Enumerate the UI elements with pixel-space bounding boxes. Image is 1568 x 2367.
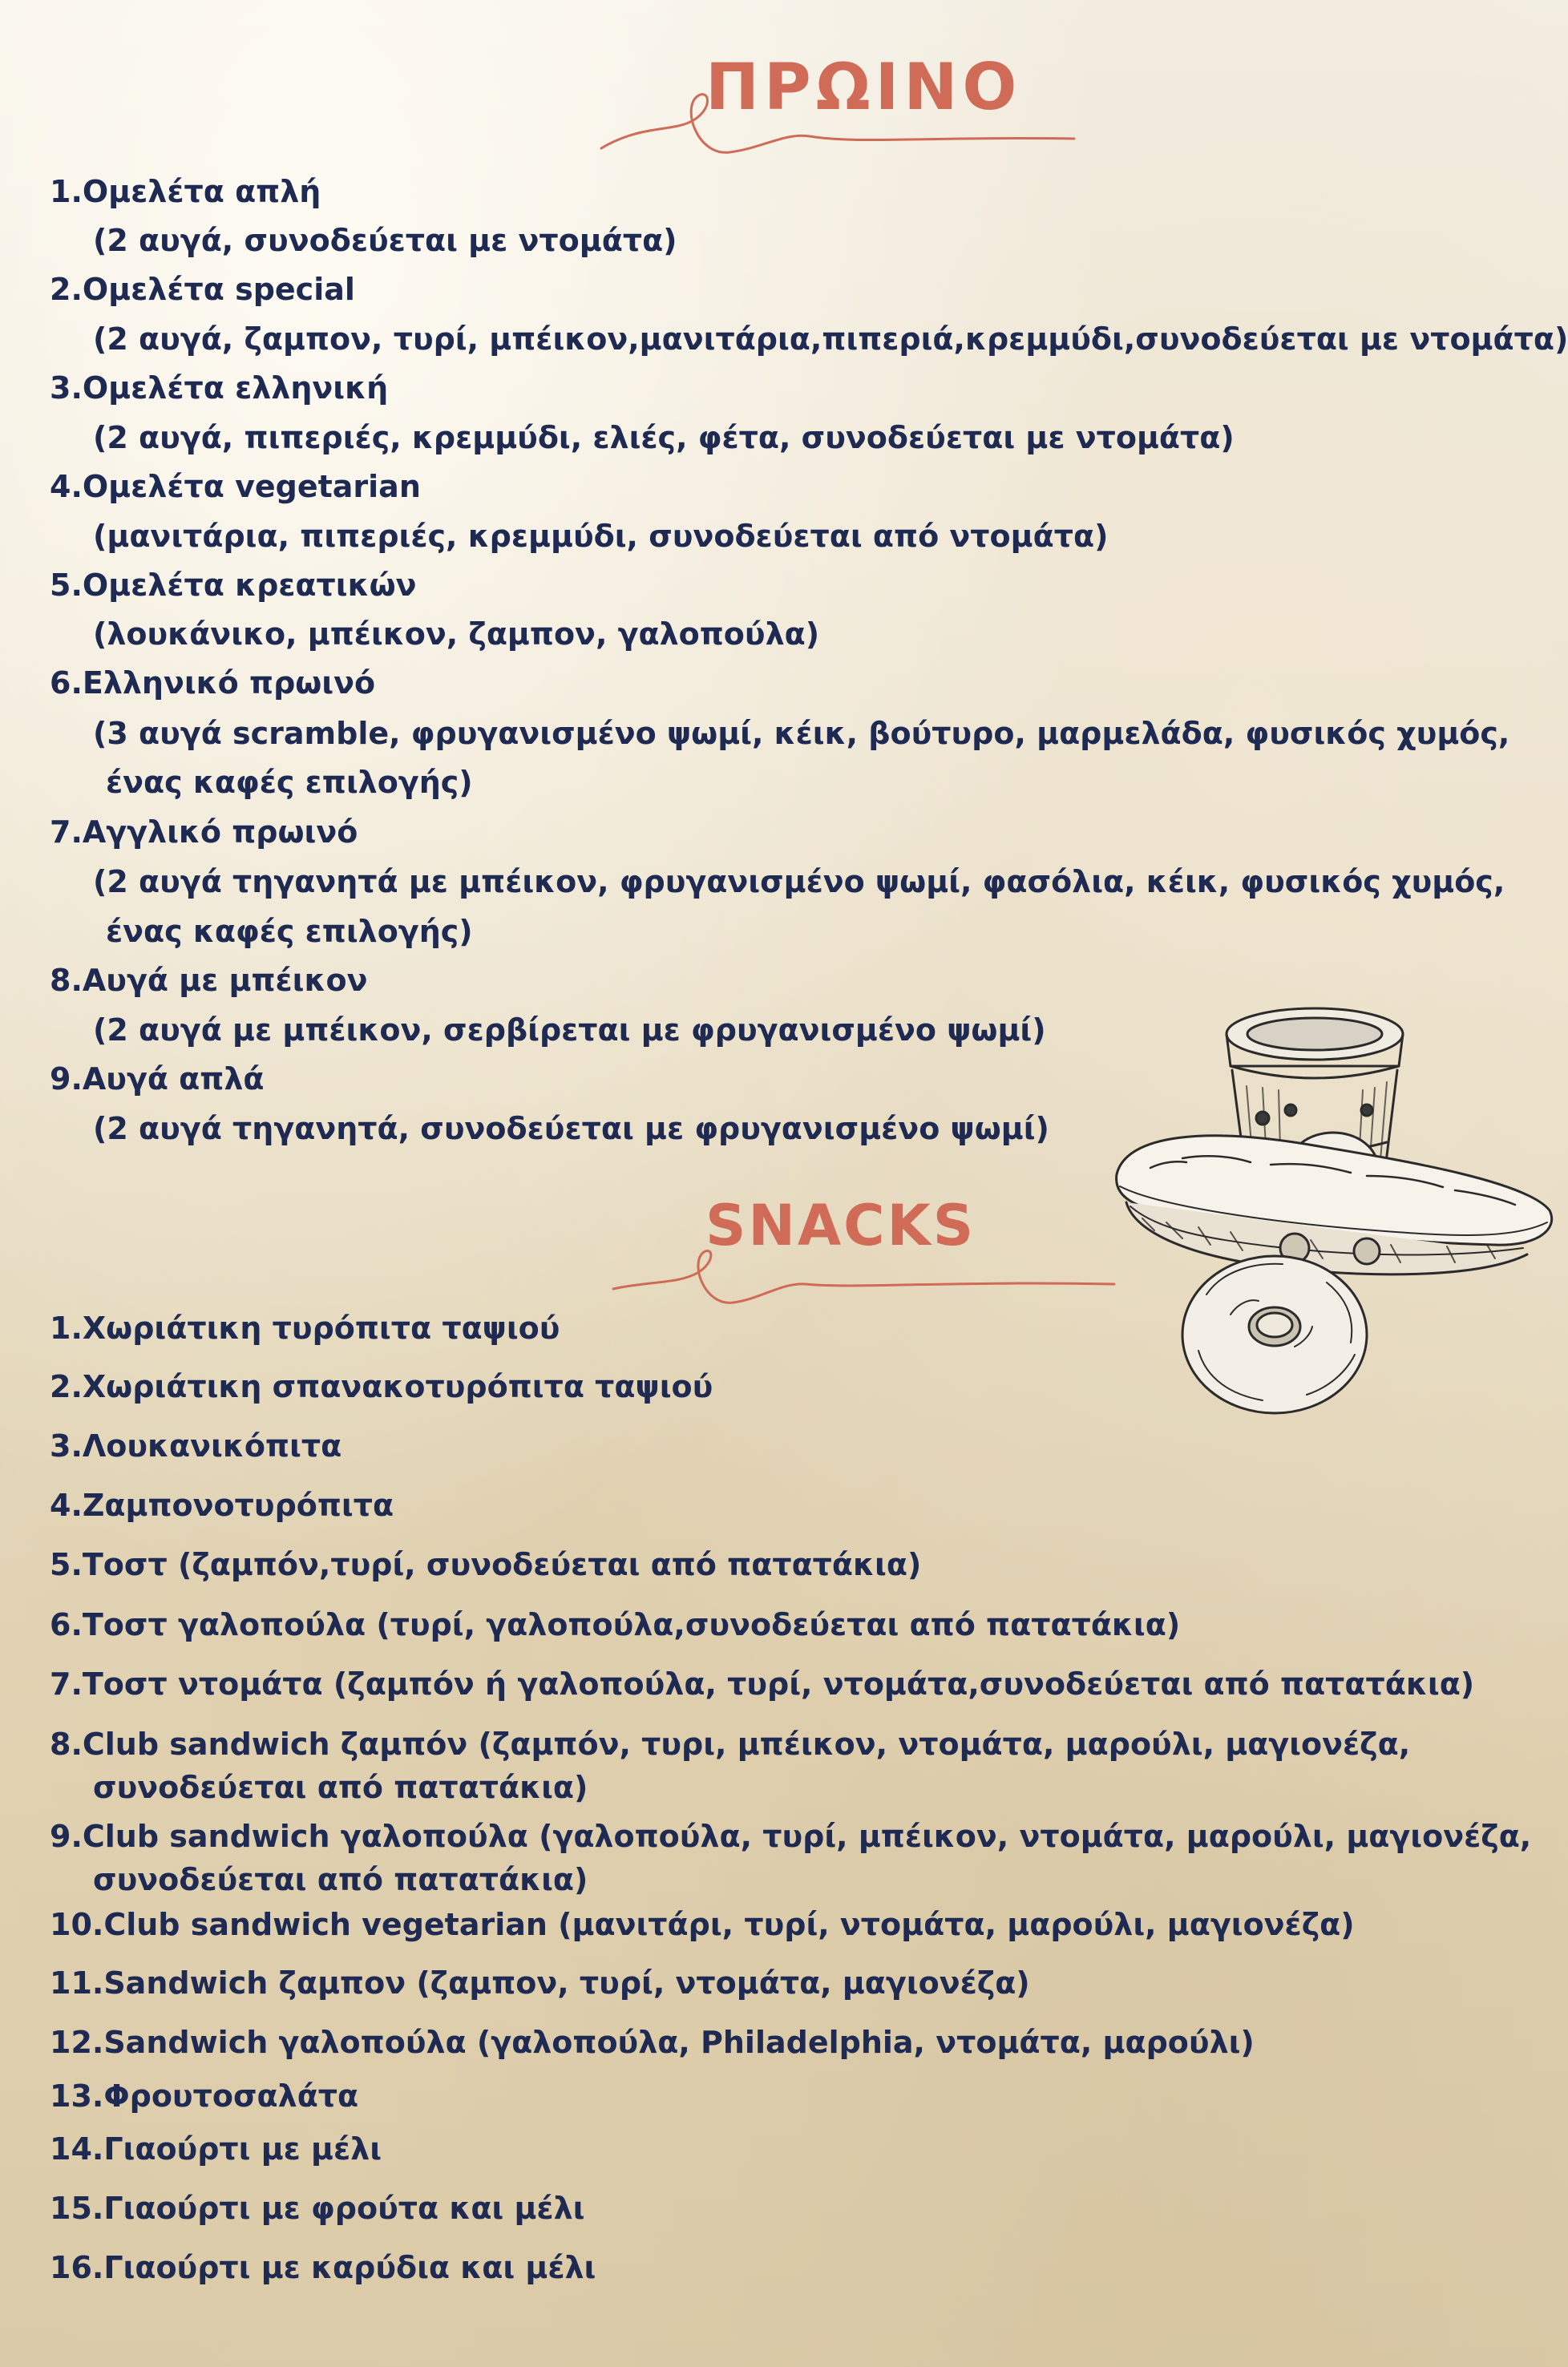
snack-item-16: 16.Γιαούρτι με καρύδια και μέλι — [50, 2250, 596, 2285]
breakfast-item-1-name: 1.Ομελέτα απλή — [50, 174, 321, 209]
breakfast-item-7-desc-cont: ένας καφές επιλογής) — [106, 914, 473, 949]
breakfast-item-9-name: 9.Αυγά απλά — [50, 1061, 265, 1097]
snack-item-5: 5.Τοστ (ζαμπόν,τυρί, συνοδεύεται από πατατάκια) — [50, 1547, 922, 1582]
snack-item-12: 12.Sandwich γαλοπούλα (γαλοπούλα, Philadelphia, ντομάτα, μαρούλι) — [50, 2025, 1255, 2060]
breakfast-heading: ΠΡΩΙΝΟ — [705, 50, 1022, 124]
breakfast-item-9-desc: (2 αυγά τηγανητά, συνοδεύεται με φρυγανισμένο ψωμί) — [93, 1111, 1049, 1146]
donut-icon — [1182, 1256, 1367, 1413]
snack-item-4: 4.Ζαμπονοτυρόπιτα — [50, 1488, 394, 1523]
breakfast-item-2-desc: (2 αυγά, ζαμπον, τυρί, μπέικον,μανιτάρια,πιπεριά,κρεμμύδι,συνοδεύεται με ντομάτα) — [93, 321, 1568, 357]
breakfast-item-7-name: 7.Αγγλικό πρωινό — [50, 814, 358, 850]
breakfast-item-1-desc: (2 αυγά, συνοδεύεται με ντομάτα) — [93, 223, 677, 258]
snack-item-2: 2.Χωριάτικη σπανακοτυρόπιτα ταψιού — [50, 1369, 713, 1404]
breakfast-item-3-name: 3.Ομελέτα ελληνική — [50, 370, 389, 406]
snack-item-10: 10.Club sandwich vegetarian (μανιτάρι, τυρί, ντομάτα, μαρούλι, μαγιονέζα) — [50, 1907, 1355, 1942]
snacks-heading-swash — [609, 1226, 1122, 1315]
breakfast-heading-swash — [593, 76, 1106, 164]
snack-item-8: 8.Club sandwich ζαμπόν (ζαμπόν, τυρι, μπέικον, ντομάτα, μαρούλι, μαγιονέζα, — [50, 1727, 1411, 1762]
snack-item-6: 6.Τοστ γαλοπούλα (τυρί, γαλοπούλα,συνοδεύεται από πατατάκια) — [50, 1607, 1181, 1642]
breakfast-item-7-desc: (2 αυγά τηγανητά με μπέικον, φρυγανισμένο ψωμί, φασόλια, κέικ, φυσικός χυμός, — [93, 864, 1505, 899]
snack-item-1: 1.Χωριάτικη τυρόπιτα ταψιού — [50, 1311, 560, 1346]
snack-item-11: 11.Sandwich ζαμπον (ζαμπον, τυρί, ντομάτα, μαγιονέζα) — [50, 1965, 1030, 2001]
breakfast-item-2-name: 2.Ομελέτα special — [50, 272, 355, 307]
snack-item-9: 9.Club sandwich γαλοπούλα (γαλοπούλα, τυρί, μπέικον, ντομάτα, μαρούλι, μαγιονέζα, — [50, 1819, 1532, 1854]
snacks-heading: SNACKS — [705, 1193, 976, 1258]
sandwich-icon — [1117, 1136, 1552, 1274]
breakfast-item-6-desc: (3 αυγά scramble, φρυγανισμένο ψωμί, κέικ, βούτυρο, μαρμελάδα, φυσικός χυμός, — [93, 716, 1510, 751]
snack-item-14: 14.Γιαούρτι με μέλι — [50, 2131, 382, 2167]
breakfast-item-5-name: 5.Ομελέτα κρεατικών — [50, 568, 417, 603]
snack-item-9-cont: συνοδεύεται από πατατάκια) — [93, 1862, 588, 1897]
breakfast-item-4-name: 4.Ομελέτα vegetarian — [50, 469, 421, 504]
breakfast-item-6-desc-cont: ένας καφές επιλογής) — [106, 765, 473, 800]
food-illustration — [1110, 990, 1559, 1439]
breakfast-item-5-desc: (λουκάνικο, μπέικον, ζαμπον, γαλοπούλα) — [93, 616, 820, 652]
breakfast-item-4-desc: (μανιτάρια, πιπεριές, κρεμμύδι, συνοδεύεται από ντομάτα) — [93, 519, 1109, 554]
breakfast-item-8-desc: (2 αυγά με μπέικον, σερβίρεται με φρυγανισμένο ψωμί) — [93, 1012, 1046, 1048]
snack-item-3: 3.Λουκανικόπιτα — [50, 1428, 342, 1464]
snack-item-13: 13.Φρουτοσαλάτα — [50, 2078, 359, 2114]
snack-item-7: 7.Τοστ ντομάτα (ζαμπόν ή γαλοπούλα, τυρί, ντομάτα,συνοδεύεται από πατατάκια) — [50, 1666, 1475, 1702]
snack-item-15: 15.Γιαούρτι με φρούτα και μέλι — [50, 2191, 585, 2226]
breakfast-item-8-name: 8.Αυγά με μπέικον — [50, 963, 368, 998]
breakfast-item-3-desc: (2 αυγά, πιπεριές, κρεμμύδι, ελιές, φέτα, συνοδεύεται με ντομάτα) — [93, 420, 1235, 455]
breakfast-item-6-name: 6.Ελληνικό πρωινό — [50, 665, 376, 701]
snack-item-8-cont: συνοδεύεται από πατατάκια) — [93, 1770, 588, 1805]
